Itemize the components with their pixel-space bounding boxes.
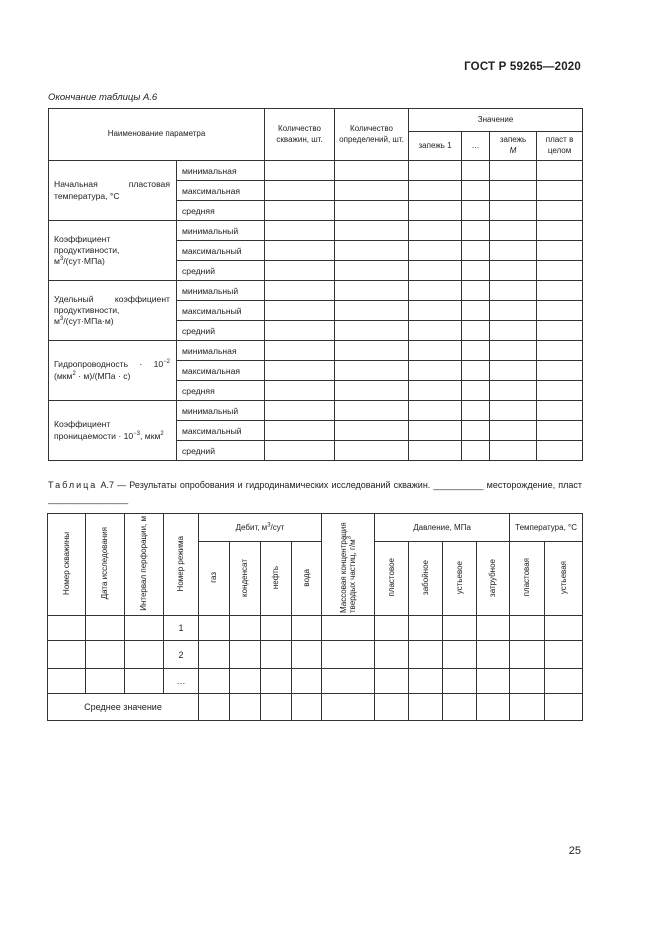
param-initial-temperature: Начальная пластовая температура, °С bbox=[49, 161, 177, 221]
header-whole-formation: пласт в целом bbox=[537, 132, 583, 161]
header-gas: газ bbox=[199, 542, 230, 616]
header-deposit-1: запежь 1 bbox=[409, 132, 462, 161]
stat-min: минимальный bbox=[177, 221, 265, 241]
param-specific-productivity: Удельный коэффициент продуктивности, $м^3/(сут\cdot МПа\cdot м)$ bbox=[49, 281, 177, 341]
stat-max: максимальный bbox=[177, 301, 265, 321]
param-productivity-coefficient: Коэффициент продуктивности, $м^3/(сут\cdot МПа)$ bbox=[49, 221, 177, 281]
header-t-reservoir: пластовая bbox=[510, 542, 545, 616]
stat-min: минимальная bbox=[177, 161, 265, 181]
stat-max: максимальная bbox=[177, 181, 265, 201]
mode-number: 2 bbox=[164, 641, 199, 669]
header-study-date: Дата исследования bbox=[86, 514, 125, 616]
table-a6 bbox=[48, 108, 583, 461]
header-dots: … bbox=[462, 132, 490, 161]
header-p-reservoir: пластовое bbox=[375, 542, 409, 616]
header-condensate: конденсат bbox=[230, 542, 261, 616]
mode-number: … bbox=[164, 669, 199, 694]
stat-max: максимальный bbox=[177, 421, 265, 441]
header-p-bottom: забойное bbox=[409, 542, 443, 616]
stat-avg: средняя bbox=[177, 201, 265, 221]
table-row bbox=[48, 641, 583, 669]
page-number: 25 bbox=[568, 845, 581, 857]
stat-min: минимальный bbox=[177, 281, 265, 301]
header-water: вода bbox=[292, 542, 322, 616]
header-determinations: Количество определений, шт. bbox=[335, 109, 409, 161]
header-perforation-interval: Интервал перфорации, м bbox=[125, 514, 164, 616]
standard-number: ГОСТ Р 59265—2020 bbox=[464, 61, 581, 73]
mode-number: 1 bbox=[164, 616, 199, 641]
stat-max: максимальный bbox=[177, 241, 265, 261]
header-p-annulus: затрубное bbox=[477, 542, 510, 616]
table-continuation-caption: Окончание таблицы А.6 bbox=[48, 92, 158, 103]
table-row bbox=[48, 669, 583, 694]
stat-avg: средний bbox=[177, 441, 265, 461]
header-t-wellhead: устьевая bbox=[545, 542, 583, 616]
stat-avg: средняя bbox=[177, 381, 265, 401]
stat-min: минимальный bbox=[177, 401, 265, 421]
param-permeability: Коэффициент проницаемости · $10^{-3}$, мкм$^2$ bbox=[49, 401, 177, 461]
header-solids-concentration: Массовая концентрация твердых частиц, $г/м^3$ bbox=[322, 514, 375, 616]
stat-avg: средний bbox=[177, 321, 265, 341]
header-mode-number: Номер режима bbox=[164, 514, 199, 616]
header-deposit-m: запежь М bbox=[490, 132, 537, 161]
table-a7 bbox=[47, 513, 583, 721]
param-hydroconductivity: Гидропроводность · $10^{-2}$ (мкм$^2$ · м)/(МПа · с) bbox=[49, 341, 177, 401]
stat-avg: средний bbox=[177, 261, 265, 281]
table-a7-caption: Таблица А.7 — Результаты опробования и гидродинамических исследований скважин. __________ месторождение, пласт ________________ bbox=[48, 480, 582, 504]
average-row bbox=[48, 694, 583, 721]
header-p-wellhead: устьевое bbox=[443, 542, 477, 616]
stat-max: максимальная bbox=[177, 361, 265, 381]
header-wells: Количество скважин, шт. bbox=[265, 109, 335, 161]
table-row bbox=[48, 616, 583, 641]
header-debit: Дебит, $м^3$/сут bbox=[199, 514, 322, 542]
header-oil: нефть bbox=[261, 542, 292, 616]
average-label: Среднее значение bbox=[48, 694, 199, 721]
header-pressure: Давление, МПа bbox=[375, 514, 510, 542]
header-value: Значение bbox=[409, 109, 583, 132]
header-param: Наименование параметра bbox=[49, 109, 265, 161]
stat-min: минимальная bbox=[177, 341, 265, 361]
header-well-number: Номер скважины bbox=[48, 514, 86, 616]
header-temperature: Температура, °С bbox=[510, 514, 583, 542]
